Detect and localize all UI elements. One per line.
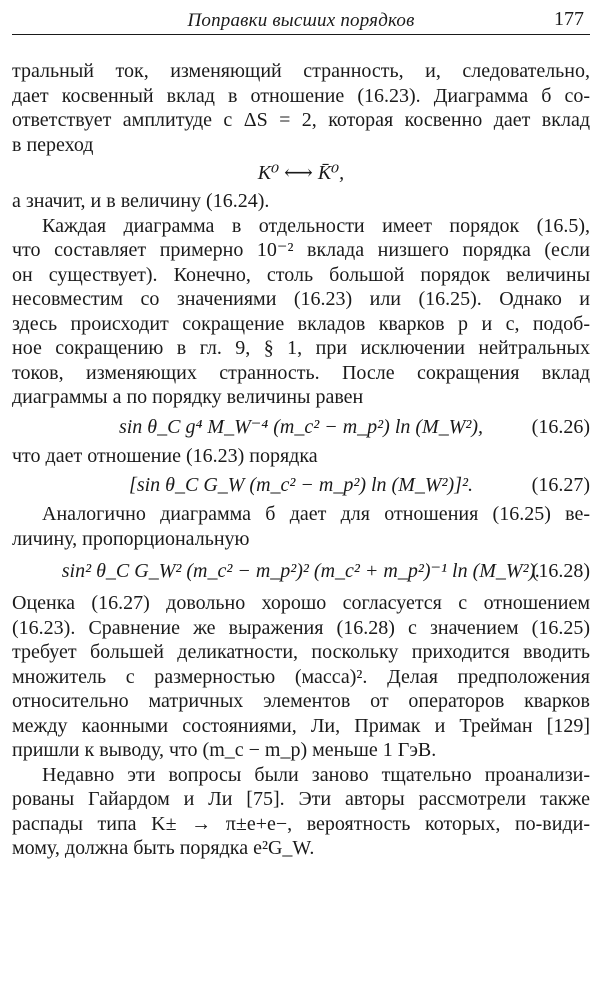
formula-16-26 xyxy=(12,410,590,444)
equation-number: (16.27) xyxy=(531,474,590,496)
text-line: здесь происходит сокращение вкладов кварков p и c, подоб- xyxy=(12,312,590,335)
formula-16-28-expression: sin² θ_C G_W² (m_c² − m_p²)² (m_c² + m_p²)⁻¹ ln (M_W²). xyxy=(61,560,541,582)
text-line: в переход xyxy=(12,133,94,156)
text-line: тральный ток, изменяющий странность, и, следовательно, xyxy=(12,60,590,82)
text-line: относительно матричных элементов от операторов кварков xyxy=(12,690,590,712)
text-line: он существует). Конечно, столь большой порядок величины xyxy=(12,263,590,286)
running-head xyxy=(12,6,590,35)
text-line: множитель с размерностью (масса)². Делая предположения xyxy=(12,665,590,688)
text-line: что составляет примерно 10⁻² вклада низшего порядка (если xyxy=(12,239,590,261)
page-number: 177 xyxy=(554,8,584,30)
text-line: Аналогично диаграмма б дает для отношения (16.25) ве- xyxy=(42,503,590,525)
equation-number: (16.28) xyxy=(531,560,590,582)
formula-16-27-expression: [sin θ_C G_W (m_c² − m_p²) ln (M_W²)]². xyxy=(129,474,473,496)
text-line: диаграммы a по порядку величины равен xyxy=(12,386,364,408)
text-line: Каждая диаграмма в отдельности имеет порядок (16.5), xyxy=(42,214,590,237)
text-line: мому, должна быть порядка e²G_W. xyxy=(12,837,315,859)
page-body xyxy=(12,59,590,861)
formula-16-27 xyxy=(12,468,590,502)
text-line: что дает отношение (16.23) порядка xyxy=(12,444,318,467)
text-line: требует большей деликатности, поскольку приходится вводить xyxy=(12,641,590,663)
text-line: личину, пропорциональную xyxy=(12,527,250,550)
text-line: рованы Гайардом и Ли [75]. Эти авторы рассмотрели также xyxy=(12,788,590,810)
text-line: Оценка (16.27) довольно хорошо согласуется с отношением xyxy=(12,592,590,614)
formula-16-26-expression: sin θ_C g⁴ M_W⁻⁴ (m_c² − m_p²) ln (M_W²), xyxy=(118,415,484,438)
formula-16-28 xyxy=(12,551,590,591)
text-line: распады типа K± → π±e+e−, вероятность которых, по-види- xyxy=(12,812,590,835)
text-line: несовместим со значениями (16.23) или (16.25). Однако и xyxy=(12,288,590,310)
text-line: ответствует амплитуде с ΔS = 2, которая косвенно дает вклад xyxy=(12,109,590,131)
text-line: токов, изменяющих странность. После сокращения вклад xyxy=(12,361,590,384)
running-title: Поправки высших порядков xyxy=(187,10,415,31)
text-line: пришли к выводу, что (m_c − m_p) меньше 1 ГэВ. xyxy=(12,739,437,761)
text-line: между каонными состояниями, Ли, Примак и Трейман [129] xyxy=(12,714,590,737)
text-line: а значит, и в величину (16.24). xyxy=(12,190,270,212)
text-line: дает косвенный вклад в отношение (16.23). Диаграмма б со- xyxy=(12,84,590,107)
text-line: Недавно эти вопросы были заново тщательно проанализи- xyxy=(42,763,590,786)
text-line: ное сокращению в гл. 9, § 1, при исключении нейтральных xyxy=(12,337,590,359)
equation-number: (16.26) xyxy=(531,415,590,438)
text-line: (16.23). Сравнение же выражения (16.28) с значением (16.25) xyxy=(12,616,590,639)
formula-kaon-mixing: K⁰ ⟷ K̄⁰, xyxy=(257,162,345,184)
